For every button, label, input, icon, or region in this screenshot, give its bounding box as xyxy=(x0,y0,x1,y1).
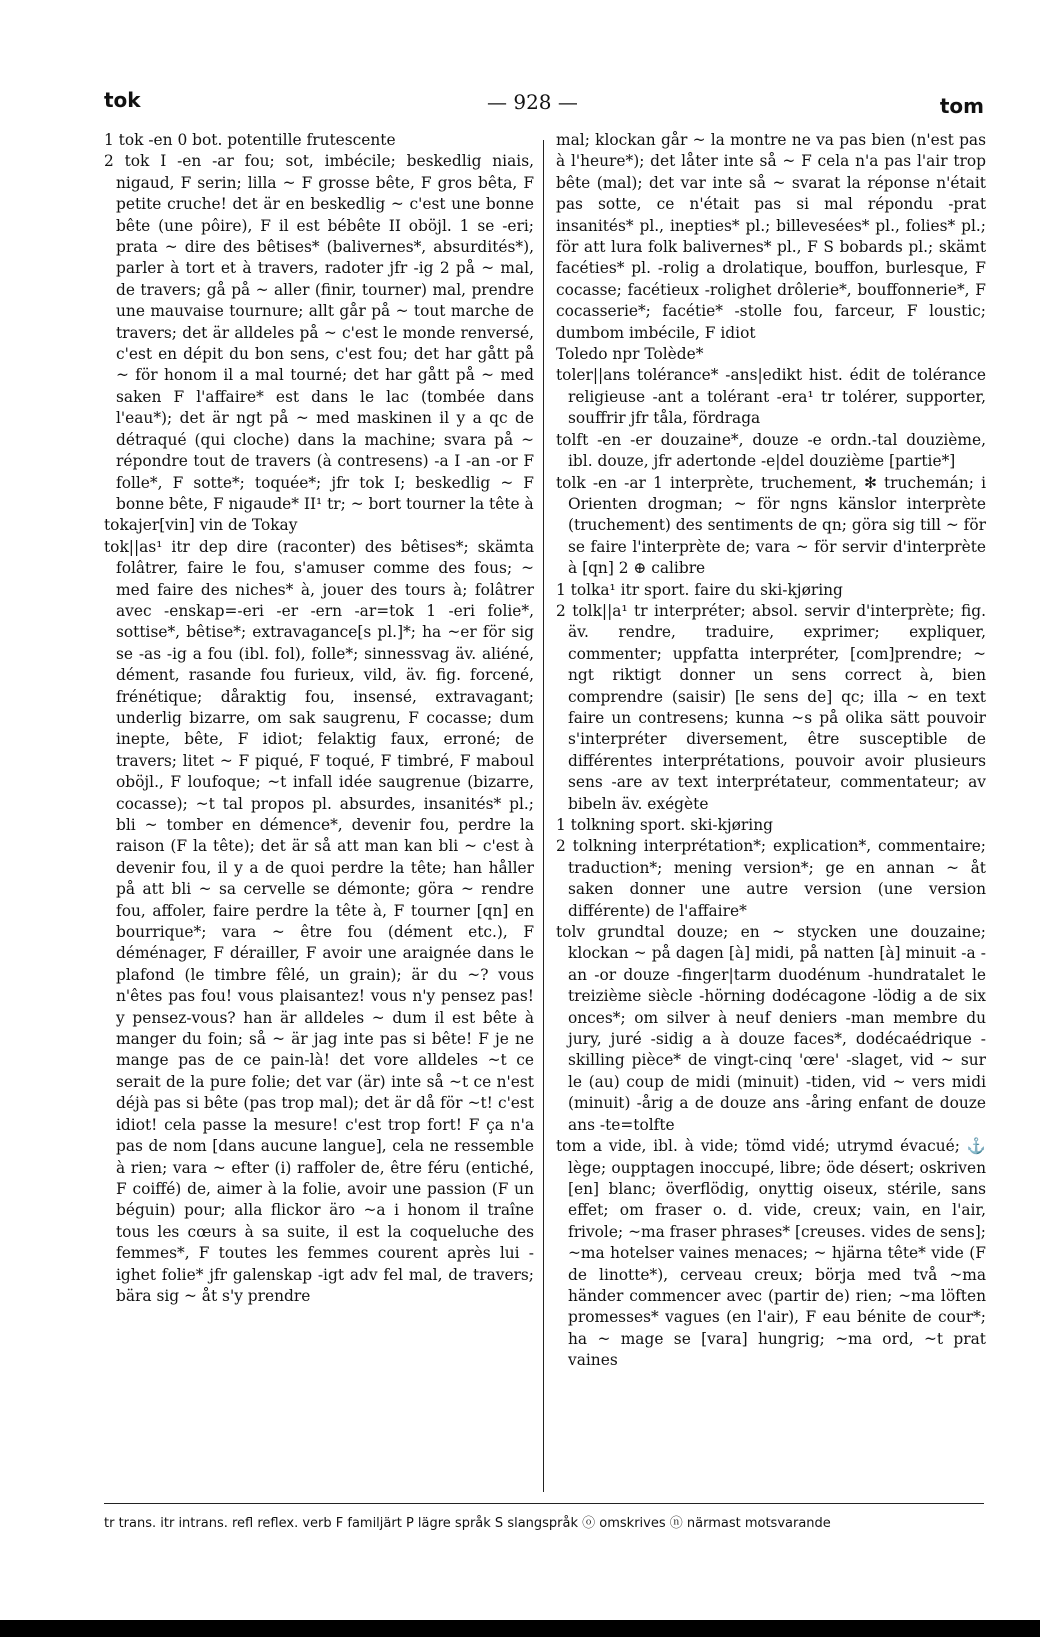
entry-tokas: tok||as¹ itr dep dire (raconter) des bêtises*; skämta folâtrer, faire le fou, s'amuser comme des fous; ~ med faire des niches* à, jouer des tours à; folâtrer avec -enskap=-eri -er -ern -ar=tok 1 -eri folie*, sottise*, bêtise*; extravagance[s pl.]*; ha ~er för sig se -as -ig a fou (ibl. fol), folle*; sinnessvag äv. aliéné, dément, rasande fou furieux, vild, äv. fig. forcené, frénétique; dåraktig fou, insensé, extravagant; underlig bizarre, om sak saugrenu, F cocasse; dum inepte, bête, F idiot; felaktig faux, erroné; de travers; litet ~ F piqué, F toqué, F timbré, F maboul oböjl., F loufoque; ~t infall idée saugrenue (bizarre, cocasse); ~t tal propos pl. absurdes, insanités* pl.; bli ~ tomber en démence*, devenir fou, perdre la raison (F la tête); det är så att man kan bli ~ c'est à devenir fou, il y a de quoi perdre la tête; han håller på att bli ~ sa cervelle se démonte; göra ~ rendre fou, affoler, faire perdre la tête à, F tourner [qn] en bourrique*; vara ~ être fou (dément etc.), F déménager, F dérailler, F avoir une araignée dans le plafond (le timbre fêlé, un grain); är du ~? vous n'êtes pas fou! vous plaisantez! vous n'y pensez pas! y pensez-vous? han är alldeles ~ dum il est bête à manger du foin; så ~ är jag inte pas si bête! F je ne mange pas de ce pain-là! det vore alldeles ~t ce serait de la pure folie; det var (är) inte så ~t ce n'est déjà pas si bête (pas trop mal); det är då för ~t! c'est idiot! cela passe la mesure! c'est trop fort! F ça n'a pas de nom [dans aucune langue], cela ne ressemble à rien; vara ~ efter (i) raffoler de, être féru (entiché, F coiffé) de, aimer à la folie, avoir une passion (F un béguin) pour; alla flickor äro ~a i honom il traîne tous les cœurs à sa suite, il est la coqueluche des femmes*, F toutes les femmes courent après lui -ighet folie* jfr galenskap -igt adv fel mal, de travers; bära sig ~ åt s'y prendre xyxy=(104,537,534,1305)
entry-continuation: mal; klockan går ~ la montre ne va pas bien (n'est pas à l'heure*); det låter inte så ~ F cela n'a pas l'air trop bête (mal); det var inte så ~ svarat la réponse n'était pas sotte, ce n'était pas si mal répondu -prat insanités* pl., inepties* pl.; billevesées* pl., folies* pl.; för att lura folk balivernes* pl., F S bobards pl.; skämt facéties* pl. -rolig a drolatique, bouffon, burlesque, F cocasse; facétieux -rolighet drôlerie*, bouffonnerie*, F cocasserie*; facétie* -stolle fou, farceur, F loustic; dumbom imbécile, F idiot xyxy=(556,131,986,342)
entry-tolerans: toler||ans tolérance* -ans|edikt hist. édit de tolérance religieuse -ant a tolérant -era¹ tr tolérer, supporter, souffrir jfr tåla, fördraga xyxy=(556,366,986,428)
entry-tolkning-2: 2 tolkning interprétation*; explication*, commentaire; traduction*; mening version*; ge en annan ~ åt saken donner une autre version (une version différente) de l'affaire* xyxy=(556,837,986,920)
entry-tolft: tolft -en -er douzaine*, douze -e ordn.-tal douzième, ibl. douze, jfr adertonde -e|del douzième [partie*] xyxy=(556,430,986,471)
entry-tolkning-1: 1 tolkning sport. ski-kjøring xyxy=(556,816,773,834)
entry-tolk: tolk -en -ar 1 interprète, truchement, ✻ truchemán; i Orienten drogman; ~ för ngns känslor interprète (truchement) des sentiments de qn; göra sig till ~ för se faire l'interprète de; vara ~ för servir d'interprète à [qn] 2 ⊕ calibre xyxy=(556,473,986,578)
footnote-rule xyxy=(104,1503,984,1504)
left-running-headword: tok xyxy=(104,88,141,112)
right-column xyxy=(556,130,986,1372)
left-column xyxy=(104,130,534,1307)
entry-tom: tom a vide, ibl. à vide; tömd vidé; utrymd évacué; ⚓ lège; oupptagen inoccupé, libre; öde désert; oskriven [en] blanc; överflödig, onyttig oiseux, stérile, sans effet; om fraser o. d. vide, creux; vain, en l'air, frivole; ~ma fraser phrases* [creuses. vides de sens]; ~ma hotelser vaines menaces; ~ hjärna tête* vide (F de linotte*), cerveau creux; börja med två ~ma händer commencer avec (partir de) rien; ~ma löften promesses* vagues (en l'air), F eau bénite de cour*; ha ~ mage se [vara] hungrig; ~ma ord, ~t prat vaines xyxy=(556,1137,986,1370)
column-divider xyxy=(543,140,544,1492)
right-running-headword: tom xyxy=(939,94,984,118)
page-number: — 928 — xyxy=(487,90,578,114)
entry-tok-2: 2 tok I -en -ar fou; sot, imbécile; beskedlig niais, nigaud, F serin; lilla ~ F grosse bête, F gros bêta, F petite cruche! det är en beskedlig ~ c'est une bonne bête (une pôire), F il est bébête II oböjl. 1 se -eri; prata ~ dire des bêtises* (balivernes*, absurdités*), parler à tort et à travers, radoter jfr -ig 2 på ~ mal, de travers; gå på ~ aller (finir, tourner) mal, prendre une mauvaise tournure; allt går på ~ tout marche de travers; det är alldeles på ~ c'est le monde renversé, c'est en dépit du bon sens, c'est fou; det har gått på ~ för honom il a mal tourné; det har gått på ~ med saken F l'affaire* est dans le lac (tombée dans l'eau*); det är ngt på ~ med maskinen il y a qc de détraqué (qui cloche) dans la machine; svara på ~ répondre tout de travers (à contresens) -a I -an -or F folle*, F sotte*; toquée*; jfr tok I; beskedlig ~ F bonne bête, F nigaude* II¹ tr; ~ bort tourner la tête à xyxy=(104,152,534,513)
entry-toledo: Toledo npr Tolède* xyxy=(556,345,704,364)
page-header xyxy=(104,84,984,120)
abbreviation-key: tr trans. itr intrans. refl reflex. verb F familjärt P lägre språk S slangspråk ⓞ omskrives ⓝ närmast motsvarande xyxy=(104,1516,831,1531)
scan-border xyxy=(0,1620,1040,1637)
entry-tolv: tolv grundtal douze; en ~ stycken une douzaine; klockan ~ på dagen [à] midi, på natten [à] minuit -a -an -or douze -finger|tarm duodénum -hundratalet le treizième siècle -hörning dodécagone -lödig a de six onces*; om silver à neuf deniers -man membre du jury, juré -sidig a à douze faces*, dodécaédrique -skilling pièce* de vingt-cinq 'œre' -slaget, vid ~ sur le (au) coup de midi (minuit) -tiden, vid ~ vers midi (minuit) -årig a de douze ans -åring enfant de douze ans -te=tolfte xyxy=(556,923,986,1134)
entry-tok-1: 1 tok -en 0 bot. potentille frutescente xyxy=(104,131,396,149)
entry-tolka-1: 1 tolka¹ itr sport. faire du ski-kjøring xyxy=(556,580,843,599)
entry-tolka-2: 2 tolk||a¹ tr interpréter; absol. servir d'interprète; fig. äv. rendre, traduire, exprimer; expliquer, commenter; uppfatta interpréter, [com]prendre; ~ ngt riktigt donner un sens correct à, bien comprendre (saisir) [le sens de] qc; illa ~ en text faire un contresens; kunna ~s på olika sätt pouvoir s'interpréter diversement, être susceptible de différentes interprétations, pouvoir avoir plusieurs sens -are av text interprétateur, commentateur; av bibeln äv. exégète xyxy=(556,601,986,813)
entry-tokajer: tokajer[vin] vin de Tokay xyxy=(104,516,298,535)
